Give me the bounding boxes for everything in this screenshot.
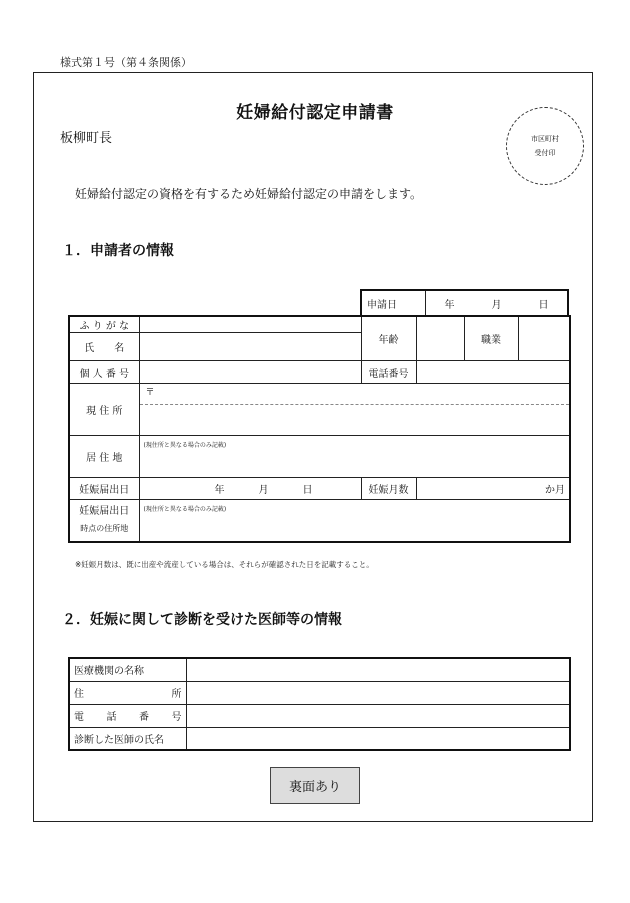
applicant-table [68, 315, 571, 543]
reception-stamp-circle [506, 107, 584, 185]
facility-phone-char-4: 号 [171, 712, 182, 723]
intro-text: 妊婦給付認定の資格を有するため妊婦給付認定の申請をします。 [75, 187, 423, 201]
stamp-line-1: 市区町村 [531, 135, 559, 143]
facility-phone-char-1: 電 [74, 712, 84, 723]
date-day-label: 日 [538, 299, 549, 311]
phone-field[interactable] [416, 361, 570, 384]
residence-label: 居 住 地 [69, 436, 139, 478]
age-field[interactable] [416, 316, 464, 361]
section-1-heading: １．申請者の情報 [62, 243, 174, 259]
facility-phone-field[interactable] [186, 704, 570, 727]
application-date-label: 申請日 [362, 291, 426, 315]
address-field[interactable] [139, 384, 570, 436]
back-side-button[interactable]: 裏面あり [270, 767, 360, 804]
name-label: 氏 名 [69, 333, 139, 361]
residence-field[interactable] [139, 436, 570, 478]
form-number: 様式第１号（第４条関係） [60, 56, 192, 69]
facility-name-field[interactable] [186, 658, 570, 681]
date-month-label: 月 [491, 299, 502, 311]
facility-address-label [69, 681, 186, 704]
facility-phone-char-3: 番 [139, 712, 149, 723]
my-number-field[interactable] [139, 361, 361, 384]
facility-phone-char-2: 話 [106, 712, 117, 723]
stamp-line-2: 受付印 [534, 149, 556, 157]
furigana-label: ふ り が な [69, 316, 139, 333]
age-label: 年齢 [361, 316, 416, 361]
pregnancy-months-field[interactable] [416, 478, 570, 500]
facility-address-field[interactable] [186, 681, 570, 704]
form-title: 妊婦給付認定申請書 [236, 103, 394, 123]
section-2-heading: ２．妊娠に関して診断を受けた医師等の情報 [62, 612, 342, 628]
pregnancy-address-note: (現住所と異なる場合のみ記載) [143, 506, 227, 513]
pregnancy-months-label: 妊娠月数 [361, 478, 416, 500]
pregnancy-year-label: 年 [214, 485, 225, 496]
facility-address-char-2: 所 [171, 689, 182, 700]
phone-label: 電話番号 [361, 361, 416, 384]
address-label: 現 住 所 [69, 384, 139, 436]
addressee: 板柳町長 [60, 131, 113, 146]
postal-mark: 〒 [140, 384, 570, 405]
doctor-name-field[interactable] [186, 727, 570, 750]
pregnancy-day-label: 日 [302, 485, 313, 496]
pregnancy-address-label-line1: 妊娠届出日 [79, 506, 130, 518]
name-field[interactable] [139, 333, 361, 361]
pregnancy-month-label: 月 [258, 485, 269, 496]
my-number-label: 個 人 番 号 [69, 361, 139, 384]
application-date-box [360, 289, 569, 315]
facility-address-char-1: 住 [74, 689, 84, 700]
occupation-label: 職業 [464, 316, 518, 361]
footnote: ※妊娠月数は、既に出産や流産している場合は、それらが確認された日を記載すること。 [75, 560, 374, 569]
residence-note: (現住所と異なる場合のみ記載) [143, 442, 227, 449]
pregnancy-date-label: 妊娠届出日 [69, 478, 139, 500]
months-unit: か月 [545, 485, 565, 496]
facility-name-label: 医療機関の名称 [69, 658, 186, 681]
pregnancy-address-label-line2: 時点の住所地 [80, 524, 129, 534]
pregnancy-date-field[interactable] [139, 478, 361, 500]
pregnancy-address-field[interactable] [139, 500, 570, 542]
application-date-field[interactable] [426, 291, 567, 315]
pregnancy-address-label [69, 500, 139, 542]
furigana-field[interactable] [139, 316, 361, 333]
date-year-label: 年 [444, 299, 455, 311]
doctor-info-table [68, 657, 571, 751]
doctor-name-label: 診断した医師の氏名 [69, 727, 186, 750]
occupation-field[interactable] [518, 316, 570, 361]
facility-phone-label [69, 704, 186, 727]
